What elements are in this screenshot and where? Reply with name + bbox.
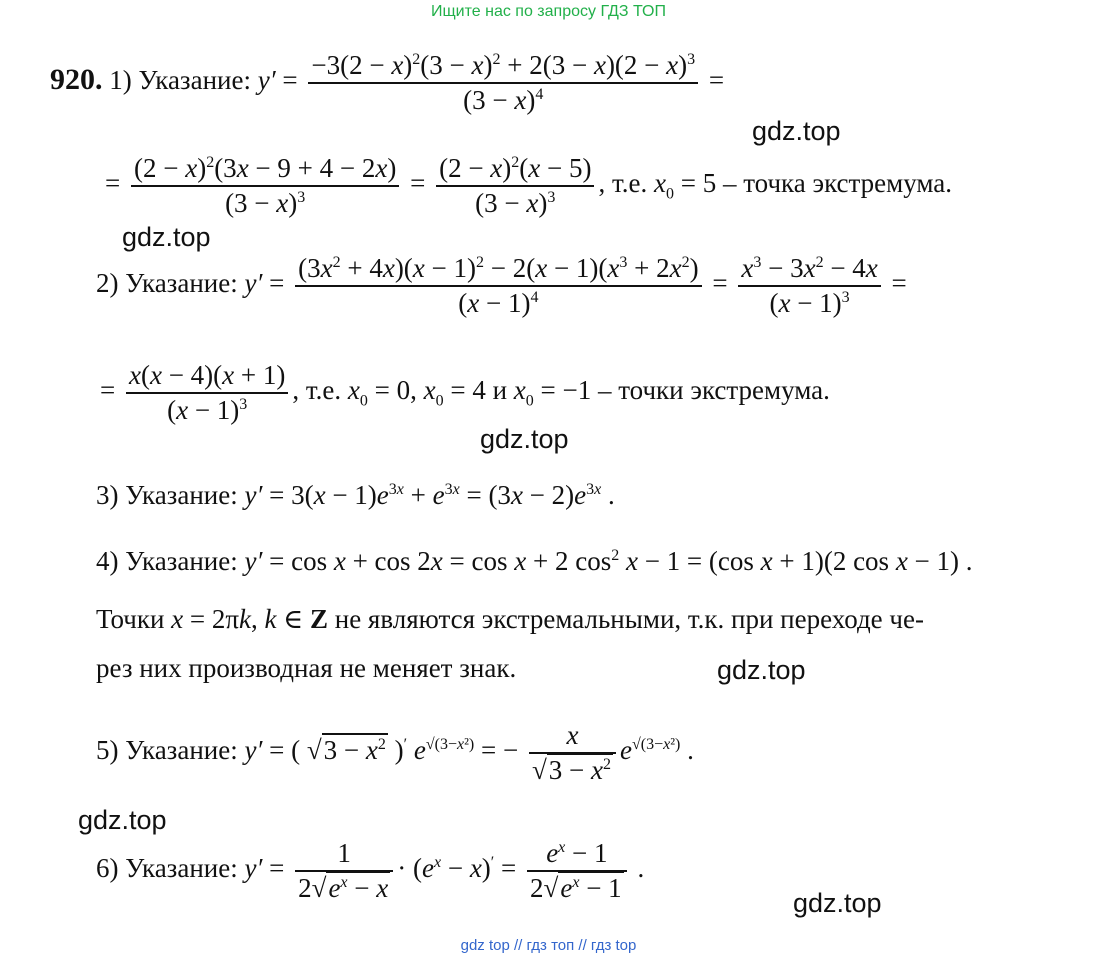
watermark: gdz.top [752,116,841,146]
item-1-line-1: 920. 1) Указание: y′ = $\frac{-3(2 - x)^2(3 - x)^2 + 2(3 - x)(2 - x)^3}{(3 - x)^4}$ = [50,50,725,115]
watermark: gdz.top [793,888,882,918]
item-3-marker: 3) [96,480,119,510]
item-4-note-3: рез них производная не меняет знак. [96,653,517,683]
item-6-marker: 6) [96,853,119,884]
item-4-note-line-1: Точки x = 2πk, k ∈ Z не являются экстремальными, т.к. при переходе че- [96,604,924,634]
item-6-fraction: $\frac{1}{2√e^x - x}$ [295,840,393,902]
item-4-note-line-2 [96,655,516,682]
hint-label: Указание: [138,65,251,96]
hint-label: Указание: [125,735,238,766]
item-5-marker: 5) [96,735,119,766]
item-4-note-1: Точки [96,604,165,634]
hint-label: Указание: [125,268,238,299]
watermark: gdz.top [122,222,211,252]
hint-label: Указание: [125,853,238,884]
item-6-fraction-2: $\frac{e^x - 1}{2√e^x - 1}$ [527,840,627,902]
hint-label: Указание: [125,480,238,510]
watermark: gdz.top [480,424,569,454]
item-2-fraction: $\frac{(3x^2 + 4x)(x - 1)^2 - 2(x - 1)(x^3 + 2x^2)}{(x - 1)^4}$ [295,255,702,317]
item-1-fraction-2: $\frac{(2 - x)^2(3x - 9 + 4 - 2x)}{(3 - x)^3}$ [131,155,399,217]
item-2-marker: 2) [96,268,119,299]
item-1-marker: 1) [109,65,132,96]
item-3-line: 3) Указание: $y' = 3(x - 1)e^{3x} + e^{3x} = (3x - 2)e^{3x}$ . [96,480,615,510]
extremum-points-text: – точки экстремума. [597,375,830,406]
te-text: , т.е. [292,375,342,406]
item-4-marker: 4) [96,546,119,576]
hint-label: Указание: [125,546,238,576]
item-1-fraction: $\frac{-3(2 - x)^2(3 - x)^2 + 2(3 - x)(2 - x)^3}{(3 - x)^4}$ [308,52,698,114]
te-text: , т.е. [598,168,648,199]
item-2-fraction-2: $\frac{x^3 - 3x^2 - 4x}{(x - 1)^3}$ [738,255,880,317]
extremum-point-text: – точка экстремума. [722,168,952,199]
item-5-fraction: $\frac{x}{√3 - x^2}$ [529,722,616,784]
watermark: gdz.top [78,805,167,835]
watermark: gdz.top [717,655,806,685]
item-4-note-2: не являются экстремальными, т.к. при переходе че- [334,604,924,634]
item-6-line: 6) Указание: y′ = $\frac{1}{2√e^x - x}$ · $(e^x - x)'$ = $\frac{e^x - 1}{2√e^x - 1}$ . [96,838,645,903]
item-4-line: 4) Указание: y′ = cos x + cos 2x = cos x + 2 $\cos^2 x - 1 = (\cos$ x + 1)(2 cos x − 1) . [96,546,973,576]
item-5-line: 5) Указание: y′ = ( $√3 - x^2$ )′ $e^{√(3-x^2)}$ = − $\frac{x}{√3 - x^2}$ $e^{√(3-x^2)}$ . [96,720,694,785]
search-banner[interactable]: Ищите нас по запросу ГДЗ ТОП [431,3,666,20]
item-2-line-2: = $\frac{x(x - 4)(x + 1)}{(x - 1)^3}$ , т.е. $x_0 = 0$, $x_0 = 4$ и $x_0 = -1$ – точки экстремума. [100,360,830,425]
item-1-fraction-3: $\frac{(2 - x)^2(x - 5)}{(3 - x)^3}$ [436,155,594,217]
item-2-fraction-3: $\frac{x(x - 4)(x + 1)}{(x - 1)^3}$ [126,362,288,424]
item-1-line-2: = $\frac{(2 - x)^2(3x - 9 + 4 - 2x)}{(3 - x)^3}$ = $\frac{(2 - x)^2(x - 5)}{(3 - x)^3}$ , т.е. $x_0 = 5$ – точка экстремума. [105,153,952,218]
item-2-line-1: 2) Указание: y′ = $\frac{(3x^2 + 4x)(x - 1)^2 - 2(x - 1)(x^3 + 2x^2)}{(x - 1)^4}$ = $\frac{x^3 - 3x^2 - 4x}{(x - 1)^3}$ = [96,253,907,318]
problem-number: 920. [50,63,103,97]
and-text: и [492,375,508,406]
footer-links[interactable]: gdz top // гдз топ // гдз top [460,937,637,954]
